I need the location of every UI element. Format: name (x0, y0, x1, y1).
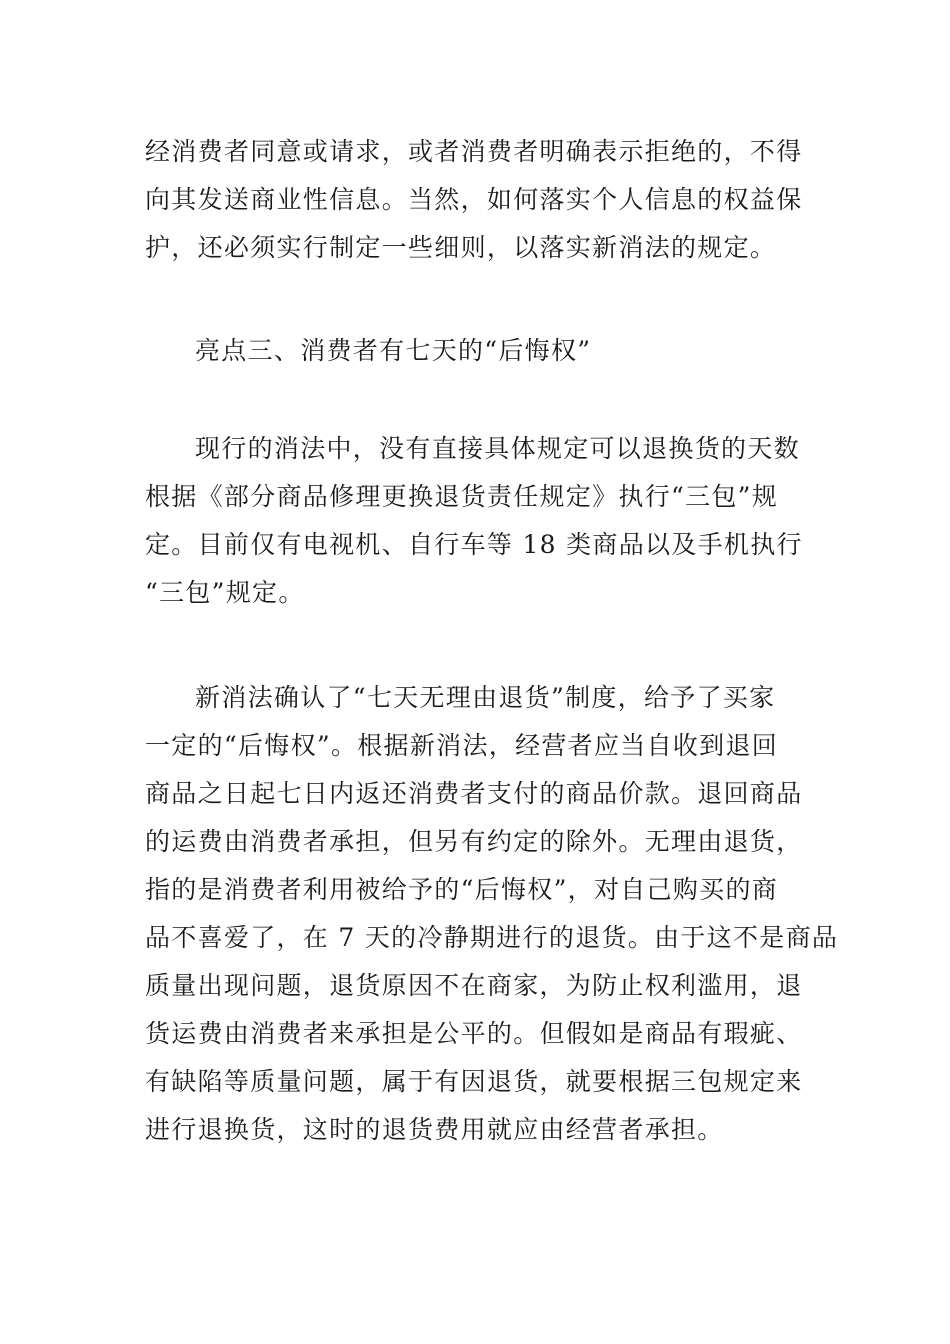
paragraph-2-line-2: 根据《部分商品修理更换退货责任规定》执行“三包”规 (145, 482, 779, 511)
paragraph-3-line-10: 进行退换货，这时的退货费用就应由经营者承担。 (145, 1115, 724, 1144)
paragraph-3-line-5: 指的是消费者利用被给予的“后悔权”，对自己购买的商 (145, 875, 779, 904)
paragraph-3-line-6: 品不喜爱了，在 7 天的冷静期进行的退货。由于这不是商品 (145, 923, 839, 952)
paragraph-2-line-1: 现行的消法中，没有直接具体规定可以退换货的天数 (195, 434, 800, 463)
section-heading: 亮点三、消费者有七天的“后悔权” (195, 336, 592, 365)
paragraph-1-line-3: 护，还必须实行制定一些细则，以落实新消法的规定。 (145, 233, 777, 262)
paragraph-3-line-4: 的运费由消费者承担，但另有约定的除外。无理由退货， (145, 827, 803, 856)
paragraph-3-line-8: 货运费由消费者来承担是公平的。但假如是商品有瑕疵、 (145, 1019, 803, 1048)
paragraph-3-line-9: 有缺陷等质量问题，属于有因退货，就要根据三包规定来 (145, 1067, 803, 1096)
paragraph-3-line-7: 质量出现问题，退货原因不在商家，为防止权利滥用，退 (145, 971, 803, 1000)
paragraph-2-line-4: “三包”规定。 (145, 578, 305, 607)
paragraph-3-line-2: 一定的“后悔权”。根据新消法，经营者应当自收到退回 (145, 731, 779, 760)
paragraph-2-line-3: 定。目前仅有电视机、自行车等 18 类商品以及手机执行 (145, 530, 803, 559)
paragraph-3-line-1: 新消法确认了“七天无理由退货”制度，给予了买家 (195, 683, 776, 712)
paragraph-3-line-3: 商品之日起七日内返还消费者支付的商品价款。退回商品 (145, 779, 803, 808)
paragraph-1-line-1: 经消费者同意或请求，或者消费者明确表示拒绝的，不得 (145, 137, 803, 166)
paragraph-1-line-2: 向其发送商业性信息。当然，如何落实个人信息的权益保 (145, 185, 803, 214)
